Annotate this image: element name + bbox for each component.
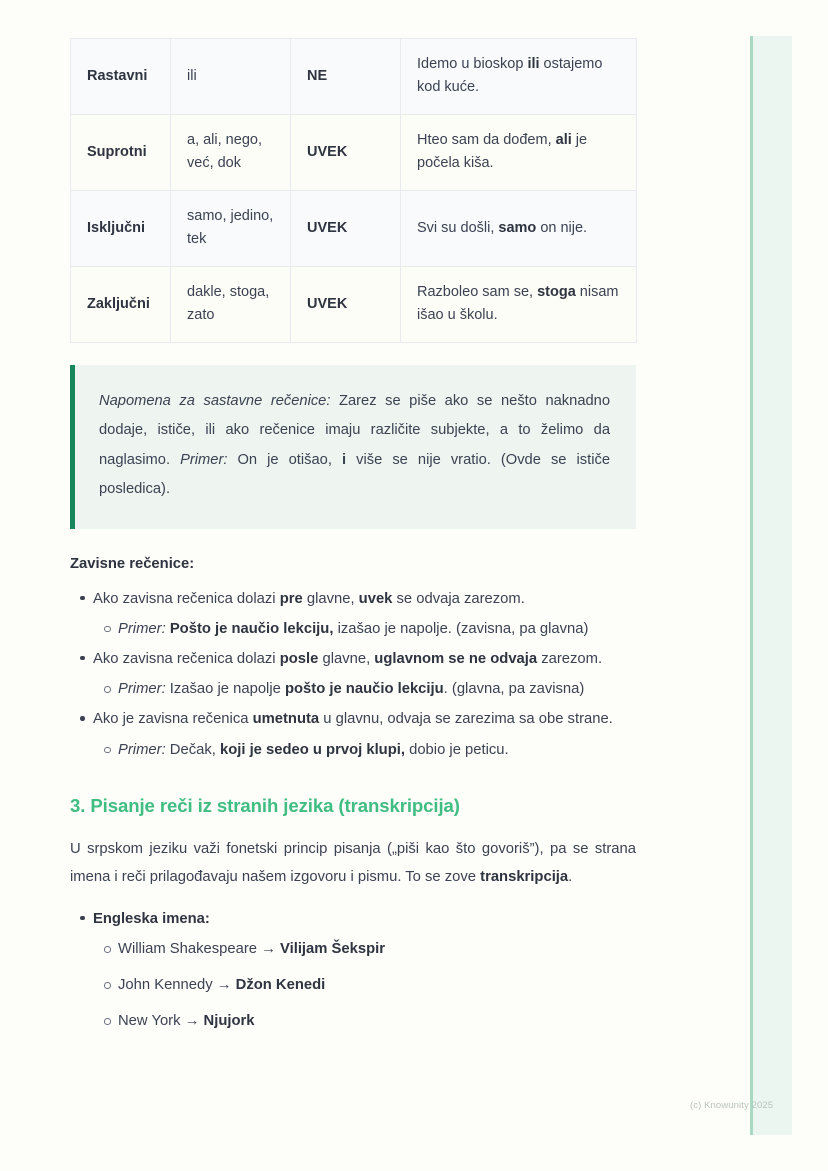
- list-item: [70, 646, 636, 702]
- sub-bold: pošto je naučio lekciju: [284, 681, 444, 698]
- sub-post: izašao je napolje. (zavisna, pa glavna): [333, 620, 589, 637]
- cell-conjunctions: ili: [171, 39, 291, 115]
- list-item: [93, 937, 636, 962]
- item-bold-1: pre: [279, 590, 303, 607]
- example-post: on nije.: [536, 219, 588, 236]
- name-source: New York →: [118, 1013, 204, 1030]
- item-post: se odvaja zarezom.: [392, 590, 525, 607]
- example-pre: Razboleo sam se,: [417, 283, 538, 300]
- document-content: [70, 38, 636, 1038]
- conjunction-types-table: [70, 38, 637, 343]
- name-source: John Kennedy →: [118, 977, 236, 994]
- item-bold-1: umetnuta: [252, 711, 320, 728]
- cell-conjunctions: a, ali, nego, već, dok: [171, 114, 291, 190]
- example-bold: samo: [498, 219, 537, 236]
- primer-label: Primer:: [118, 620, 166, 637]
- cell-type: Isključni: [71, 190, 171, 266]
- cell-example: [401, 39, 637, 115]
- item-bold-2: uglavnom se ne odvaja: [374, 650, 538, 667]
- list-item: [70, 906, 636, 1035]
- note-lead-italic: Napomena za sastavne rečenice:: [99, 392, 331, 409]
- note-text-2: On je otišao,: [227, 451, 342, 468]
- name-target: Vilijam Šekspir: [280, 941, 386, 958]
- cell-example: [401, 190, 637, 266]
- cell-type: Suprotni: [71, 114, 171, 190]
- english-names-sublist: [93, 937, 636, 1034]
- example-pre: Svi su došli,: [417, 219, 499, 236]
- example-pre: Hteo sam da dođem,: [417, 131, 556, 148]
- example-bold: stoga: [537, 283, 576, 300]
- cell-comma: NE: [291, 39, 401, 115]
- name-target: Njujork: [203, 1013, 255, 1030]
- cell-comma: UVEK: [291, 190, 401, 266]
- item-bold-1: posle: [279, 650, 319, 667]
- list-item: [93, 738, 636, 763]
- paragraph-pre: U srpskom jeziku važi fonetski princip pisanja („piši kao što govoriš”), pa se strana imena i reči prilagođavaju našem izgovoru i pismu. To se zove: [70, 840, 636, 886]
- right-side-strip: [750, 36, 792, 1135]
- note-callout: [70, 365, 636, 529]
- list-item: [93, 677, 636, 702]
- item-bold-2: uvek: [358, 590, 393, 607]
- dependent-clauses-label: Zavisne rečenice:: [70, 555, 195, 572]
- item-pre: Ako zavisna rečenica dolazi: [93, 590, 280, 607]
- paragraph-bold: transkripcija: [480, 869, 569, 886]
- cell-type: Rastavni: [71, 39, 171, 115]
- example-bold: ali: [555, 131, 572, 148]
- example-sublist: [93, 617, 636, 642]
- table-row: [71, 266, 637, 342]
- name-source: William Shakespeare →: [118, 941, 280, 958]
- english-names-label: Engleska imena:: [93, 910, 210, 927]
- note-text-3: više se nije vratio. (Ovde se ističe posledica).: [99, 451, 610, 498]
- sub-post: dobio je peticu.: [404, 741, 509, 758]
- cell-example: [401, 266, 637, 342]
- cell-conjunctions: samo, jedino, tek: [171, 190, 291, 266]
- dependent-clauses-list: [70, 586, 636, 763]
- foreign-names-list: [70, 906, 636, 1035]
- paragraph-post: .: [568, 869, 573, 886]
- section-heading: 3. Pisanje reči iz stranih jezika (transkripcija): [70, 794, 460, 816]
- item-post: zarezom.: [537, 650, 603, 667]
- name-target: Džon Kenedi: [235, 977, 326, 994]
- sub-bold: koji je sedeo u prvoj klupi,: [219, 741, 405, 758]
- list-item: [93, 1009, 636, 1034]
- table-row: [71, 114, 637, 190]
- example-pre: Idemo u bioskop: [417, 56, 528, 72]
- sub-pre: Dečak,: [165, 741, 220, 758]
- item-mid: u glavnu, odvaja se zarezima sa obe strane.: [319, 711, 613, 728]
- example-sublist: [93, 738, 636, 763]
- example-bold: ili: [527, 56, 540, 72]
- section-paragraph: [70, 835, 636, 892]
- list-item: [93, 973, 636, 998]
- sub-post: . (glavna, pa zavisna): [443, 681, 585, 698]
- cell-type: Zaključni: [71, 266, 171, 342]
- cell-comma: UVEK: [291, 114, 401, 190]
- note-bold-i: i: [341, 451, 347, 468]
- cell-comma: UVEK: [291, 266, 401, 342]
- list-item: [93, 617, 636, 642]
- list-item: [70, 586, 636, 642]
- table-row: [71, 190, 637, 266]
- item-pre: Ako zavisna rečenica dolazi: [93, 650, 280, 667]
- cell-conjunctions: dakle, stoga, zato: [171, 266, 291, 342]
- list-item: [70, 706, 636, 762]
- sub-pre: Izašao je napolje: [165, 681, 285, 698]
- primer-label: Primer:: [118, 681, 166, 698]
- table-row: [71, 39, 637, 115]
- example-post: je počela kiša.: [417, 131, 588, 172]
- example-post: ostajemo kod kuće.: [417, 56, 603, 96]
- cell-example: [401, 114, 637, 190]
- sub-bold: Pošto je naučio lekciju,: [169, 620, 334, 637]
- example-post: nisam išao u školu.: [417, 283, 619, 324]
- note-primer-italic: Primer:: [180, 451, 228, 468]
- copyright-watermark: (c) Knowunity 2025: [690, 1100, 774, 1111]
- item-mid: glavne,: [302, 590, 359, 607]
- item-pre: Ako je zavisna rečenica: [93, 711, 253, 728]
- primer-label: Primer:: [118, 741, 166, 758]
- item-mid: glavne,: [318, 650, 375, 667]
- example-sublist: [93, 677, 636, 702]
- note-text-1: Zarez se piše ako se nešto naknadno dodaje, ističe, ili ako rečenice imaju različite subjekte, a to želimo da naglasimo.: [99, 392, 610, 468]
